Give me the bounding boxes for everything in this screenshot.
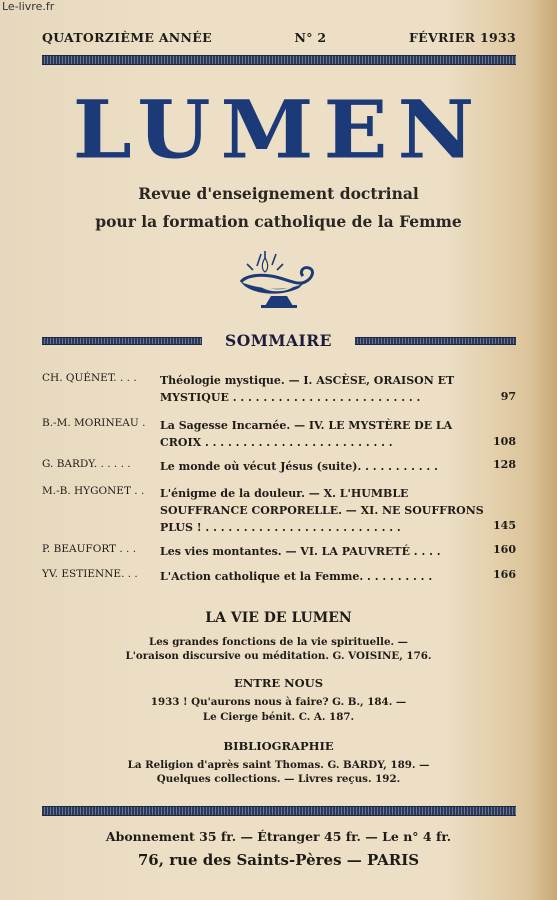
sommaire-band-right (355, 337, 516, 345)
bottom-band (42, 806, 516, 816)
toc-page: 97 (500, 390, 516, 403)
subtitle-line-1: Revue d'enseignement doctrinal (138, 184, 419, 203)
toc-title: Les vies montantes. — VI. LA PAUVRETÉ . . . . (160, 545, 441, 558)
toc-title: Le monde où vécut Jésus (suite). . . . . . . . . . . (160, 460, 438, 473)
top-band (42, 55, 516, 65)
year-label: QUATORZIÈME ANNÉE (42, 30, 212, 45)
oil-lamp-icon (235, 248, 325, 312)
toc-title: L'énigme de la douleur. — X. L'HUMBLE SOUFFRANCE CORPORELLE. — XI. NE SOUFFRONS PLUS ! . . . . . . . . . . . . . . . . . . . . . . . . . . (160, 487, 484, 534)
subscription-line: Abonnement 35 fr. — Étranger 45 fr. — Le n° 4 fr. (105, 829, 452, 844)
biblio-line: La Religion d'après saint Thomas. G. BARDY, 189. — (127, 759, 430, 771)
biblio-line: Quelques collections. — Livres reçus. 192. (156, 773, 401, 785)
toc-author: CH. QUÉNET. . . . (42, 372, 137, 384)
issue-date: FÉVRIER 1933 (408, 30, 516, 45)
toc-author: YV. ESTIENNE. . . (42, 568, 138, 580)
toc-page: 160 (493, 543, 516, 556)
biblio-heading: BIBLIOGRAPHIE (223, 739, 334, 753)
entre-line: Le Cierge bénit. C. A. 187. (202, 711, 355, 723)
toc-author: M.-B. HYGONET . . (42, 485, 145, 497)
journal-title: LUMEN (72, 82, 485, 177)
toc-page: 128 (493, 458, 516, 471)
vie-line: Les grandes fonctions de la vie spirituelle. — (149, 636, 408, 648)
toc-title: La Sagesse Incarnée. — IV. LE MYSTÈRE DE LA CROIX . . . . . . . . . . . . . . . . . . . . . . . . . (160, 419, 453, 449)
toc-page: 166 (493, 568, 516, 581)
toc-title: L'Action catholique et la Femme. . . . . . . . . . (160, 570, 433, 583)
vie-heading: LA VIE DE LUMEN (205, 610, 352, 626)
sommaire-heading: SOMMAIRE (225, 331, 332, 350)
vie-line: L'oraison discursive ou méditation. G. VOISINE, 176. (125, 650, 432, 662)
toc-page: 108 (493, 435, 516, 448)
issue-number: N° 2 (294, 30, 327, 45)
subtitle-line-2: pour la formation catholique de la Femme (95, 212, 462, 231)
toc-page: 145 (493, 519, 516, 532)
toc-author: B.-M. MORINEAU . (42, 417, 146, 429)
toc-author: G. BARDY. . . . . . (42, 458, 131, 470)
toc-author: P. BEAUFORT . . . (42, 543, 137, 555)
address-line: 76, rue des Saints-Pères — PARIS (137, 851, 420, 869)
entre-line: 1933 ! Qu'aurons nous à faire? G. B., 184. — (150, 696, 407, 708)
issue-header (42, 30, 516, 45)
entre-heading: ENTRE NOUS (233, 676, 324, 690)
watermark: Le-livre.fr (2, 0, 55, 13)
toc-title: Théologie mystique. — I. ASCÈSE, ORAISON ET MYSTIQUE . . . . . . . . . . . . . . . . . . . . . . . . . (160, 374, 455, 404)
